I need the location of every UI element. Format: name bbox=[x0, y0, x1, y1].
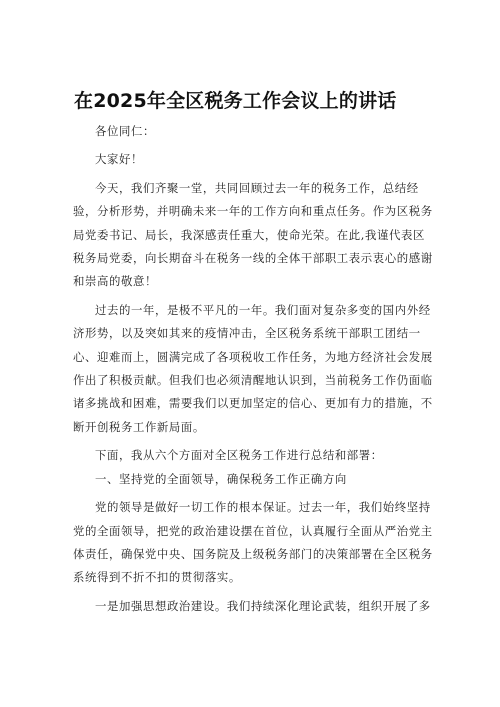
paragraph-opening: 今天，我们齐聚一堂，共同回顾过去一年的税务工作，总结经验，分析形势，并明确未来一年的工作方向和重点任务。作为区税务局党委书记、局长，我深感责任重大，使命光荣。在此,我谨代表区税务局党委，向长期奋斗在税务一线的全体干部职工表示衷心的感谢和崇高的敬意！ bbox=[73, 180, 433, 289]
greeting: 大家好！ bbox=[95, 152, 143, 167]
paragraph-party-leadership: 党的领导是做好一切工作的根本保证。过去一年，我们始终坚持党的全面领导，把党的政治建设摆在首位，认真履行全面从严治党主体责任，确保党中央、国务院及上级税务部门的决策部署在全区税务系统得到不折不扣的贯彻落实。 bbox=[73, 500, 433, 585]
document-body bbox=[73, 120, 435, 618]
paragraph-outline: 下面，我从六个方面对全区税务工作进行总结和部署： bbox=[95, 448, 383, 463]
paragraph-review: 过去的一年，是极不平凡的一年。我们面对复杂多变的国内外经济形势，以及突如其来的疫情冲击，全区税务系统干部职工团结一心、迎难而上，圆满完成了各项税收工作任务，为地方经济社会发展作出了积极贡献。但我们也必须清醒地认识到，当前税务工作仍面临诸多挑战和困难，需要我们以更加坚定的信心、更加有力的措施，不断开创税务工作新局面。 bbox=[73, 302, 433, 434]
document-title: 在2025年全区税务工作会议上的讲话 bbox=[74, 90, 397, 112]
salutation: 各位同仁： bbox=[95, 124, 155, 138]
paragraph-political-building: 一是加强思想政治建设。我们持续深化理论武装，组织开展了多 bbox=[95, 598, 431, 613]
section-heading-1: 一、坚持党的全面领导，确保税务工作正确方向 bbox=[95, 471, 347, 486]
